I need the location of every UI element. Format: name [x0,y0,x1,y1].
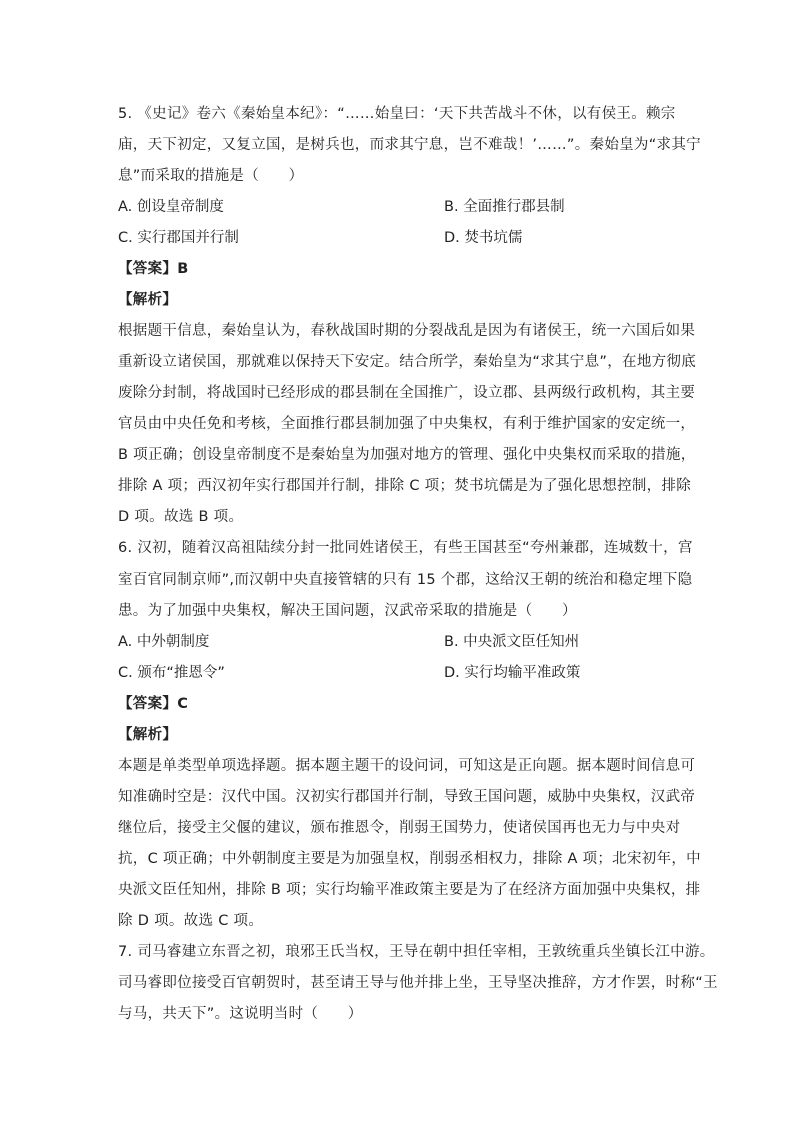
q5-option-b: B. 全面推行郡县制 [444,199,565,215]
q6-option-b: B. 中央派文臣任知州 [444,634,580,650]
q5-analysis-line-2: 重新设立诸侯国，那就难以保持天下安定。结合所学，秦始皇为“求其宁息”，在地方彻底 [118,354,697,370]
q6-analysis-line-5: 央派文臣任知州，排除 B 项；实行均输平准政策主要是为了在经济方面加强中央集权，排 [118,882,701,898]
q7-stem-line-3: 与马，共天下”。这说明当时（ ） [118,1006,363,1022]
q6-analysis-line-4: 抗，C 项正确；中外朝制度主要是为加强皇权，削弱丞相权力，排除 A 项；北宋初年，中 [118,851,701,867]
q5-option-c: C. 实行郡国并行制 [118,230,239,246]
q5-option-a: A. 创设皇帝制度 [118,199,224,215]
q6-option-c: C. 颁布“推恩令” [118,665,225,681]
q5-stem-line-3: 息”而采取的措施是（ ） [118,168,304,184]
q7-stem-line-2: 司马睿即位接受百官朝贺时，甚至请王导与他并排上坐，王导坚决推辞，方才作罢，时称“王 [118,975,718,991]
q6-option-d: D. 实行均输平准政策 [444,665,581,681]
q6-analysis-line-2: 知准确时空是：汉代中国。汉初实行郡国并行制，导致王国问题，威胁中央集权，汉武帝 [118,789,696,805]
q5-analysis-label: 【解析】 [118,292,178,308]
q6-analysis-line-6: 除 D 项。故选 C 项。 [118,913,264,929]
q6-option-a: A. 中外朝制度 [118,634,210,650]
q5-analysis-line-7: D 项。故选 B 项。 [118,509,244,525]
q6-stem-line-1: 6. 汉初，随着汉高祖陆续分封一批同姓诸侯王，有些王国甚至“夸州兼郡，连城数十，宫 [118,540,693,556]
q5-analysis-line-5: B 项正确；创设皇帝制度不是秦始皇为加强对地方的管理、强化中央集权而采取的措施， [118,447,696,463]
q6-answer: 【答案】C [118,696,189,712]
q6-stem-line-3: 患。为了加强中央集权，解决王国问题，汉武帝采取的措施是（ ） [118,603,577,619]
q5-stem-line-1: 5. 《史记》卷六《秦始皇本纪》：“……始皇曰：‘天下共苦战斗不休，以有侯王。赖宗 [118,106,676,122]
q5-analysis-line-3: 废除分封制，将战国时已经形成的郡县制在全国推广，设立郡、县两级行政机构，其主要 [118,385,696,401]
q6-stem-line-2: 室百官同制京师”,而汉朝中央直接管辖的只有 15 个郡，这给汉王朝的统治和稳定埋下隐 [118,572,693,588]
q5-analysis-line-1: 根据题干信息，秦始皇认为，春秋战国时期的分裂战乱是因为有诸侯王，统一六国后如果 [118,323,696,339]
q5-stem-line-2: 庙，天下初定，又复立国，是树兵也，而求其宁息，岂不难哉！’……”。秦始皇为“求其宁 [118,137,701,153]
q7-stem-line-1: 7. 司马睿建立东晋之初，琅邪王氏当权，王导在朝中担任宰相，王敦统重兵坐镇长江中游。 [118,944,715,960]
q6-analysis-label: 【解析】 [118,727,178,743]
q6-analysis-line-1: 本题是单类型单项选择题。据本题主题干的设问词，可知这是正向题。据本题时间信息可 [118,758,696,774]
q5-answer: 【答案】B [118,261,189,277]
q5-analysis-line-6: 排除 A 项；西汉初年实行郡国并行制，排除 C 项；焚书坑儒是为了强化思想控制，排除 [118,478,692,494]
q5-analysis-line-4: 官员由中央任免和考核，全面推行郡县制加强了中央集权，有利于维护国家的安定统一， [118,416,696,432]
q5-option-d: D. 焚书坑儒 [444,230,523,246]
q6-analysis-line-3: 继位后，接受主父偃的建议，颁布推恩令，削弱王国势力，使诸侯国再也无力与中央对 [118,820,681,836]
